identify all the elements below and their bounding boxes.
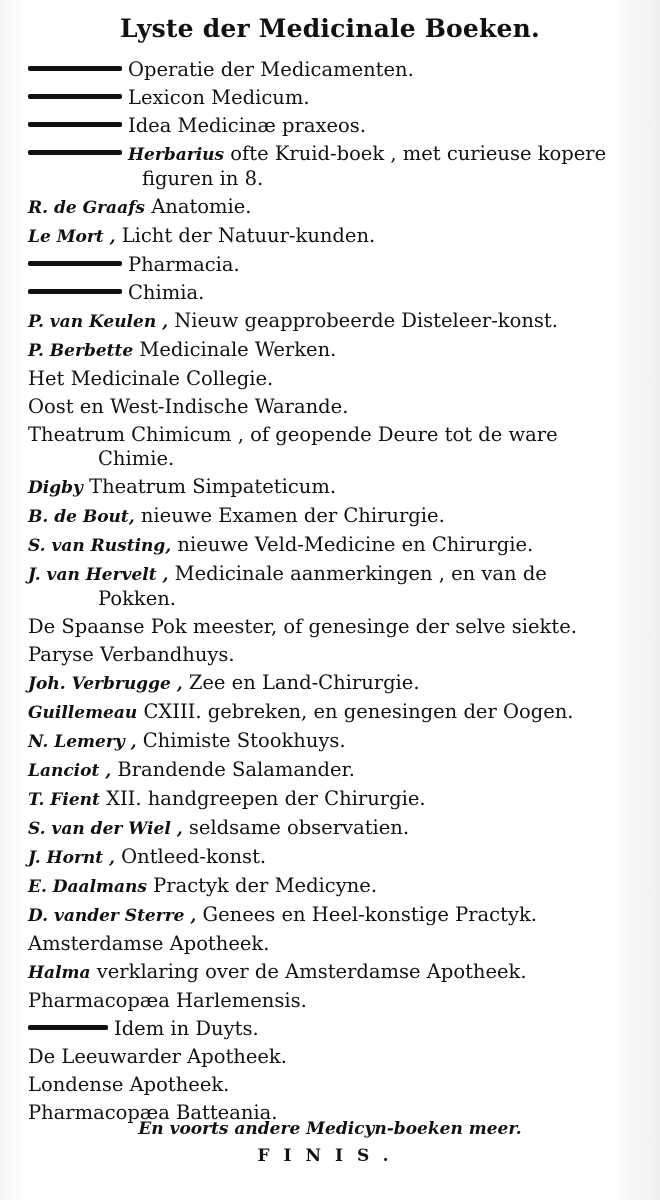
entry-author: Herbarius: [128, 145, 225, 165]
entry-title: Theatrum Simpateticum.: [89, 475, 337, 498]
entry-author: S. van der Wiel ,: [28, 819, 183, 839]
book-entry: [28, 901, 648, 930]
entry-title: De Spaanse Pok meester, of genesinge der selve siekte.: [28, 615, 577, 638]
entry-title: Operatie der Medicamenten.: [128, 58, 414, 81]
entry-title: Pharmacopæa Harlemensis.: [28, 989, 307, 1012]
entry-author: Guillemeau: [28, 703, 138, 723]
ditto-rule: [28, 122, 122, 127]
book-entry: [28, 698, 648, 727]
book-entry: [28, 473, 648, 502]
book-entry: [28, 222, 648, 251]
entry-title: Anatomie.: [151, 195, 252, 218]
entry-title: Medicinale aanmerkingen , en van de: [174, 562, 547, 585]
entry-author: J. Hornt ,: [28, 848, 115, 868]
entry-author: D. vander Sterre ,: [28, 906, 197, 926]
book-entry: [28, 112, 648, 140]
entry-author: B. de Bout,: [28, 507, 135, 527]
entry-title: ofte Kruid-boek , met curieuse kopere: [230, 142, 607, 165]
ditto-rule: [28, 150, 122, 155]
book-entry: [28, 84, 648, 112]
book-entry: [28, 365, 648, 393]
entry-title: Pharmacia.: [128, 253, 240, 276]
book-entry: [28, 613, 648, 641]
entry-title: Ontleed-konst.: [121, 845, 267, 868]
entry-title: Idem in Duyts.: [114, 1017, 259, 1040]
ditto-rule: [28, 261, 122, 266]
entry-title: Genees en Heel-konstige Practyk.: [202, 903, 537, 926]
entry-continuation: figuren in 8.: [142, 167, 264, 190]
entry-author: R. de Graafs: [28, 198, 145, 218]
book-entry: [28, 56, 648, 84]
book-entry: [28, 930, 648, 958]
entry-title: nieuwe Veld-Medicine en Chirurgie.: [177, 533, 534, 556]
entry-continuation: Chimie.: [98, 447, 175, 470]
entry-title: Lexicon Medicum.: [128, 86, 310, 109]
entry-author: Le Mort ,: [28, 227, 116, 247]
ditto-rule: [28, 94, 122, 99]
book-entry: [28, 843, 648, 872]
book-entry: [28, 641, 648, 669]
entry-title: Pharmacopæa Batteania.: [28, 1101, 278, 1124]
book-entry: [28, 727, 648, 756]
entry-title: CXIII. gebreken, en genesingen der Oogen.: [143, 700, 574, 723]
page-title: Lyste der Medicinale Boeken.: [120, 14, 540, 43]
entry-title: Chimiste Stookhuys.: [142, 729, 346, 752]
entry-title: seldsame observatien.: [188, 816, 410, 839]
entry-author: Lanciot ,: [28, 761, 112, 781]
entry-author: Halma: [28, 963, 91, 983]
entry-title: De Leeuwarder Apotheek.: [28, 1045, 287, 1068]
entry-title: Zee en Land-Chirurgie.: [188, 671, 420, 694]
book-entry: [28, 307, 648, 336]
entry-author: P. van Keulen ,: [28, 312, 169, 332]
entry-title: Paryse Verbandhuys.: [28, 643, 235, 666]
entry-title: Nieuw geapprobeerde Disteleer-konst.: [174, 309, 558, 332]
book-list: [28, 56, 648, 1127]
ditto-rule: [28, 66, 122, 71]
closing-line: En voorts andere Medicyn-boeken meer.: [138, 1119, 522, 1139]
entry-author: N. Lemery ,: [28, 732, 137, 752]
entry-title: Theatrum Chimicum , of geopende Deure tot de ware: [28, 423, 558, 446]
book-entry: [28, 336, 648, 365]
entry-title: Idea Medicinæ praxeos.: [128, 114, 366, 137]
entry-title: XII. handgreepen der Chirurgie.: [106, 787, 426, 810]
entry-author: J. van Hervelt ,: [28, 565, 169, 585]
finis-label: FINIS.: [257, 1146, 403, 1166]
ditto-rule: [28, 1025, 108, 1030]
book-entry: [28, 814, 648, 843]
entry-title: verklaring over de Amsterdamse Apotheek.: [96, 960, 527, 983]
book-entry: [28, 1015, 648, 1043]
entry-author: S. van Rusting,: [28, 536, 172, 556]
entry-title: Londense Apotheek.: [28, 1073, 230, 1096]
book-entry: [28, 193, 648, 222]
book-entry: [28, 987, 648, 1015]
entry-title: Medicinale Werken.: [139, 338, 337, 361]
entry-author: P. Berbette: [28, 341, 134, 361]
entry-title: Oost en West-Indische Warande.: [28, 395, 349, 418]
entry-title: Practyk der Medicyne.: [153, 874, 378, 897]
book-entry: [28, 251, 648, 279]
book-entry: [28, 872, 648, 901]
book-entry: [28, 279, 648, 307]
entry-title: Het Medicinale Collegie.: [28, 367, 274, 390]
entry-title: Licht der Natuur-kunden.: [121, 224, 376, 247]
book-entry: [28, 756, 648, 785]
entry-title: Chimia.: [128, 281, 205, 304]
entry-title: nieuwe Examen der Chirurgie.: [140, 504, 445, 527]
entry-author: Digby: [28, 478, 83, 498]
book-entry: [28, 393, 648, 421]
book-entry: [28, 531, 648, 560]
ditto-rule: [28, 289, 122, 294]
book-entry: [28, 1071, 648, 1099]
book-entry: [28, 502, 648, 531]
book-entry: [28, 1043, 648, 1071]
book-entry: [28, 958, 648, 987]
entry-title: Brandende Salamander.: [117, 758, 355, 781]
entry-author: Joh. Verbrugge ,: [28, 674, 183, 694]
entry-continuation: Pokken.: [98, 587, 176, 610]
entry-author: T. Fient: [28, 790, 100, 810]
book-entry: [28, 669, 648, 698]
entry-title: Amsterdamse Apotheek.: [28, 932, 270, 955]
entry-author: E. Daalmans: [28, 877, 147, 897]
book-entry: [28, 785, 648, 814]
